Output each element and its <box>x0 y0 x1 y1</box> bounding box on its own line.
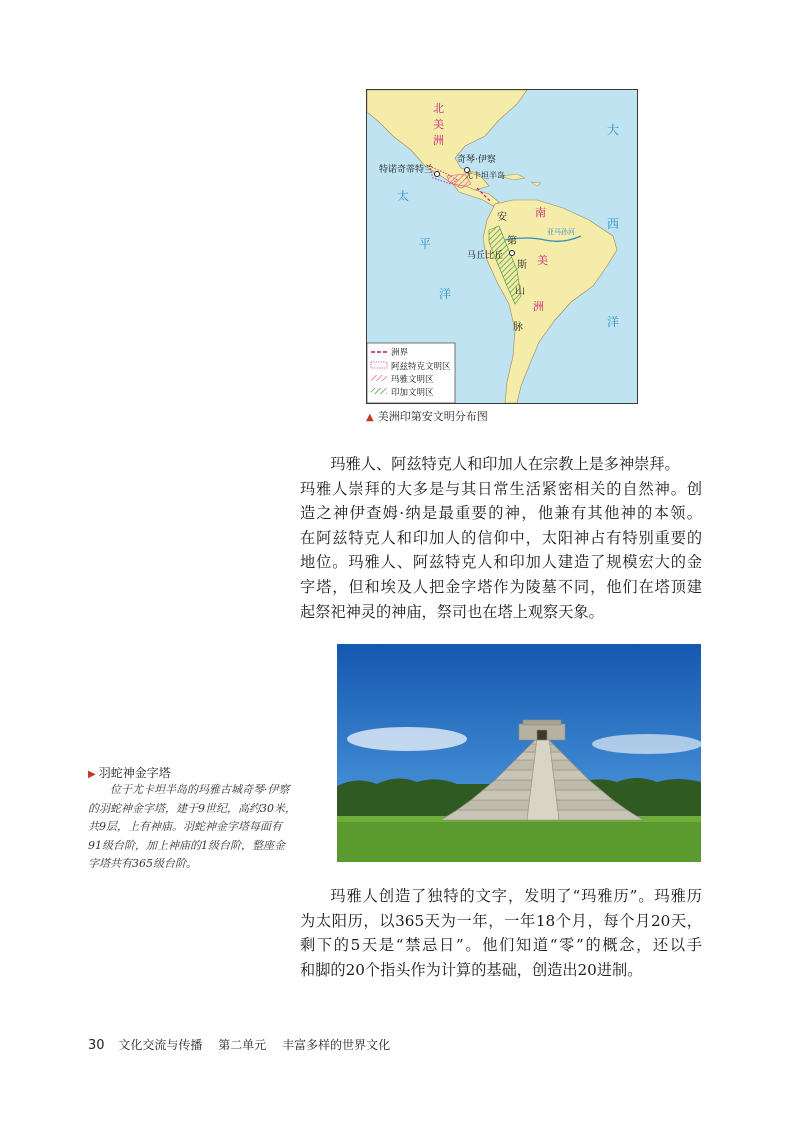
paragraph-line: 剩下的5天是“禁忌日”。他们知道“零”的概念，还以手 <box>300 936 702 955</box>
map-legend <box>367 343 455 403</box>
paragraph-line: 玛雅人崇拜的大多是与其日常生活紧密相关的自然神。创 <box>300 479 702 498</box>
sidebar-line: 字塔共有365级台阶。 <box>88 857 197 870</box>
north-america-label-1: 北 <box>433 102 444 115</box>
sidebar-line: 91级台阶，加上神庙的1级台阶，整座金 <box>88 838 285 852</box>
atlantic-label-3: 洋 <box>607 315 620 329</box>
paragraph-line: 地位。玛雅人、阿兹特克人和印加人建造了规模宏大的金 <box>300 553 702 572</box>
sidebar-title-text: 羽蛇神金字塔 <box>98 766 171 780</box>
pacific-label-2: 平 <box>419 237 432 251</box>
machu-picchu-marker <box>510 251 515 256</box>
legend-boundary: 洲界 <box>391 348 409 358</box>
paragraph-line: 玛雅人、阿兹特克人和印加人在宗教上是多神崇拜。 <box>330 455 680 473</box>
south-america-label-1: 南 <box>535 206 546 219</box>
paragraph-line: 造之神伊查姆·纳是最重要的神，他兼有其他神的本领。 <box>300 504 702 523</box>
sidebar-line: 位于尤卡坦半岛的玛雅古城奇琴·伊察 <box>110 783 290 796</box>
map-caption-text: 美洲印第安文明分布图 <box>377 410 488 423</box>
pacific-label-3: 洋 <box>439 287 452 301</box>
south-america-label-2: 美 <box>537 254 548 267</box>
andes-label-4: 山 <box>515 286 525 297</box>
sidebar-line: 共9层，上有神庙。羽蛇神金字塔每面有 <box>88 820 282 833</box>
legend-maya: 玛雅文明区 <box>391 375 434 385</box>
tenochtitlan-label: 特诺奇蒂特兰 <box>379 165 434 175</box>
grass <box>337 816 701 862</box>
paragraph-line: 为太阳历，以365天为一年，一年18个月，每个月20天， <box>300 911 702 930</box>
footer-book: 文化交流与传播 <box>118 1038 203 1052</box>
machu-picchu-label: 马丘比丘 <box>467 251 504 261</box>
andes-label-1: 安 <box>497 212 507 223</box>
paragraph-line: 玛雅人创造了独特的文字，发明了“玛雅历”。玛雅历 <box>330 887 702 905</box>
paragraph-line: 和脚的20个指头作为计算的基础，创造出20进制。 <box>300 960 643 979</box>
paragraph-religion <box>300 452 702 624</box>
civilization-map <box>366 89 638 404</box>
legend-aztec: 阿兹特克文明区 <box>391 362 451 372</box>
paragraph-line: 在阿兹特克人和印加人的信仰中，太阳神占有特别重要的 <box>300 528 702 547</box>
sidebar-title <box>88 764 171 781</box>
sidebar-body <box>88 781 324 874</box>
map-caption <box>366 408 488 424</box>
page-number: 30 <box>88 1038 105 1053</box>
sidebar-line: 的羽蛇神金字塔，建于9世纪，高约30米， <box>88 801 296 815</box>
amazon-label: 亚马孙河 <box>547 228 575 236</box>
sidebar-triangle-icon: ▶ <box>88 769 96 780</box>
paragraph-calendar <box>300 884 702 982</box>
andes-label-3: 斯 <box>517 260 527 271</box>
legend-inca: 印加文明区 <box>391 388 434 398</box>
north-america-label-2: 美 <box>433 118 444 131</box>
footer-unit: 第二单元 <box>218 1038 267 1052</box>
chichen-itza-label: 奇琴·伊察 <box>457 155 496 165</box>
page-footer <box>88 1036 390 1053</box>
pyramid-photo <box>337 644 701 862</box>
map-graphic <box>367 90 637 403</box>
andes-label-2: 第 <box>507 236 517 247</box>
pyramid-illustration <box>337 644 701 862</box>
atlantic-label-2: 西 <box>607 217 620 231</box>
caption-triangle-icon: ▲ <box>366 412 374 423</box>
footer-unit-title: 丰富多样的世界文化 <box>282 1038 391 1052</box>
yucatan-label: 尤卡坦半岛 <box>465 171 505 180</box>
paragraph-line: 起祭祀神灵的神庙，祭司也在塔上观察天象。 <box>300 602 604 621</box>
atlantic-label-1: 大 <box>607 123 620 137</box>
pacific-label-1: 太 <box>397 189 410 203</box>
north-america-label-3: 洲 <box>433 134 444 147</box>
andes-label-5: 脉 <box>513 322 523 333</box>
tenochtitlan-marker <box>435 172 440 177</box>
south-america-label-3: 洲 <box>533 300 544 313</box>
paragraph-line: 字塔，但和埃及人把金字塔作为陵墓不同，他们在塔顶建 <box>300 577 702 596</box>
